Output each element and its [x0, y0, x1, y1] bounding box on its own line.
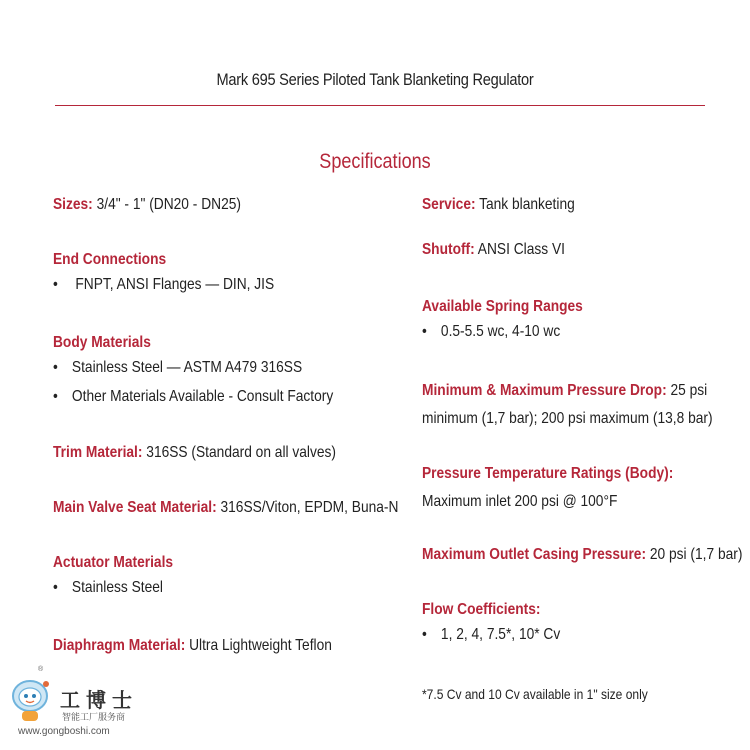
title-divider [55, 105, 705, 106]
shutoff-value: ANSI Class VI [474, 241, 565, 258]
spec-trim-material [53, 440, 354, 465]
watermark-tagline: 智能工厂服务商 [62, 712, 126, 722]
watermark-logo [8, 666, 143, 746]
spec-diaphragm-material [53, 633, 354, 658]
spec-main-valve-seat [53, 495, 399, 520]
spec-body-materials [53, 330, 354, 409]
pressure-drop-value: 25 psi [666, 382, 708, 399]
spring-ranges-label: Available Spring Ranges [422, 298, 583, 315]
spec-spring-ranges [422, 294, 680, 344]
list-item: • Stainless Steel — ASTM A479 316SS [53, 355, 354, 380]
outlet-casing-value: 20 psi (1,7 bar) [646, 546, 743, 563]
bullet-icon: • [53, 388, 58, 405]
list-item: • FNPT, ANSI Flanges — DIN, JIS [53, 272, 354, 297]
spec-pressure-drop [422, 377, 713, 433]
robot-mascot-icon [8, 672, 56, 726]
outlet-casing-label: Maximum Outlet Casing Pressure: [422, 546, 647, 563]
bullet-icon: • [53, 579, 58, 596]
watermark-name: 工博士 [60, 690, 138, 712]
actuator-materials-label: Actuator Materials [53, 554, 174, 571]
sizes-value: 3/4" - 1" (DN20 - DN25) [92, 196, 241, 213]
end-connections-label: End Connections [53, 251, 167, 268]
spec-sizes [53, 192, 354, 217]
service-label: Service: [422, 196, 476, 213]
bullet-icon: • [53, 359, 58, 376]
trim-material-value: 316SS (Standard on all valves) [142, 444, 336, 461]
spec-pt-ratings [422, 460, 680, 516]
main-valve-seat-value: 316SS/Viton, EPDM, Buna-N [216, 499, 399, 516]
bullet-icon: • [53, 276, 58, 293]
list-item: • Other Materials Available - Consult Factory [53, 384, 354, 409]
pressure-drop-value-line2: minimum (1,7 bar); 200 psi maximum (13,8 bar) [422, 410, 713, 427]
list-item: • 0.5-5.5 wc, 4-10 wc [422, 319, 680, 344]
main-valve-seat-label: Main Valve Seat Material: [53, 499, 217, 516]
diaphragm-material-value: Ultra Lightweight Teflon [185, 637, 332, 654]
spec-end-connections [53, 247, 354, 297]
body-materials-label: Body Materials [53, 334, 151, 351]
footnote: *7.5 Cv and 10 Cv available in 1" size only [422, 686, 648, 702]
spec-flow-coefficients [422, 597, 680, 647]
trim-material-label: Trim Material: [53, 444, 143, 461]
document-title: Mark 695 Series Piloted Tank Blanketing Regulator [216, 70, 534, 89]
spec-outlet-casing [422, 542, 743, 567]
flow-coefficients-label: Flow Coefficients: [422, 601, 541, 618]
spec-service [422, 192, 680, 217]
list-item: • 1, 2, 4, 7.5*, 10* Cv [422, 622, 680, 647]
bullet-icon: • [422, 323, 427, 340]
list-item: • Stainless Steel [53, 575, 354, 600]
pt-ratings-value: Maximum inlet 200 psi @ 100°F [422, 493, 618, 510]
spec-shutoff [422, 237, 680, 262]
watermark-url: www.gongboshi.com [18, 726, 110, 737]
specifications-heading: Specifications [319, 150, 431, 173]
pressure-drop-label: Minimum & Maximum Pressure Drop: [422, 382, 667, 399]
service-value: Tank blanketing [475, 196, 575, 213]
registered-mark: ® [38, 666, 44, 673]
bullet-icon: • [422, 626, 427, 643]
pt-ratings-label: Pressure Temperature Ratings (Body): [422, 465, 674, 482]
diaphragm-material-label: Diaphragm Material: [53, 637, 186, 654]
spec-actuator-materials [53, 550, 354, 600]
shutoff-label: Shutoff: [422, 241, 475, 258]
sizes-label: Sizes: [53, 196, 93, 213]
